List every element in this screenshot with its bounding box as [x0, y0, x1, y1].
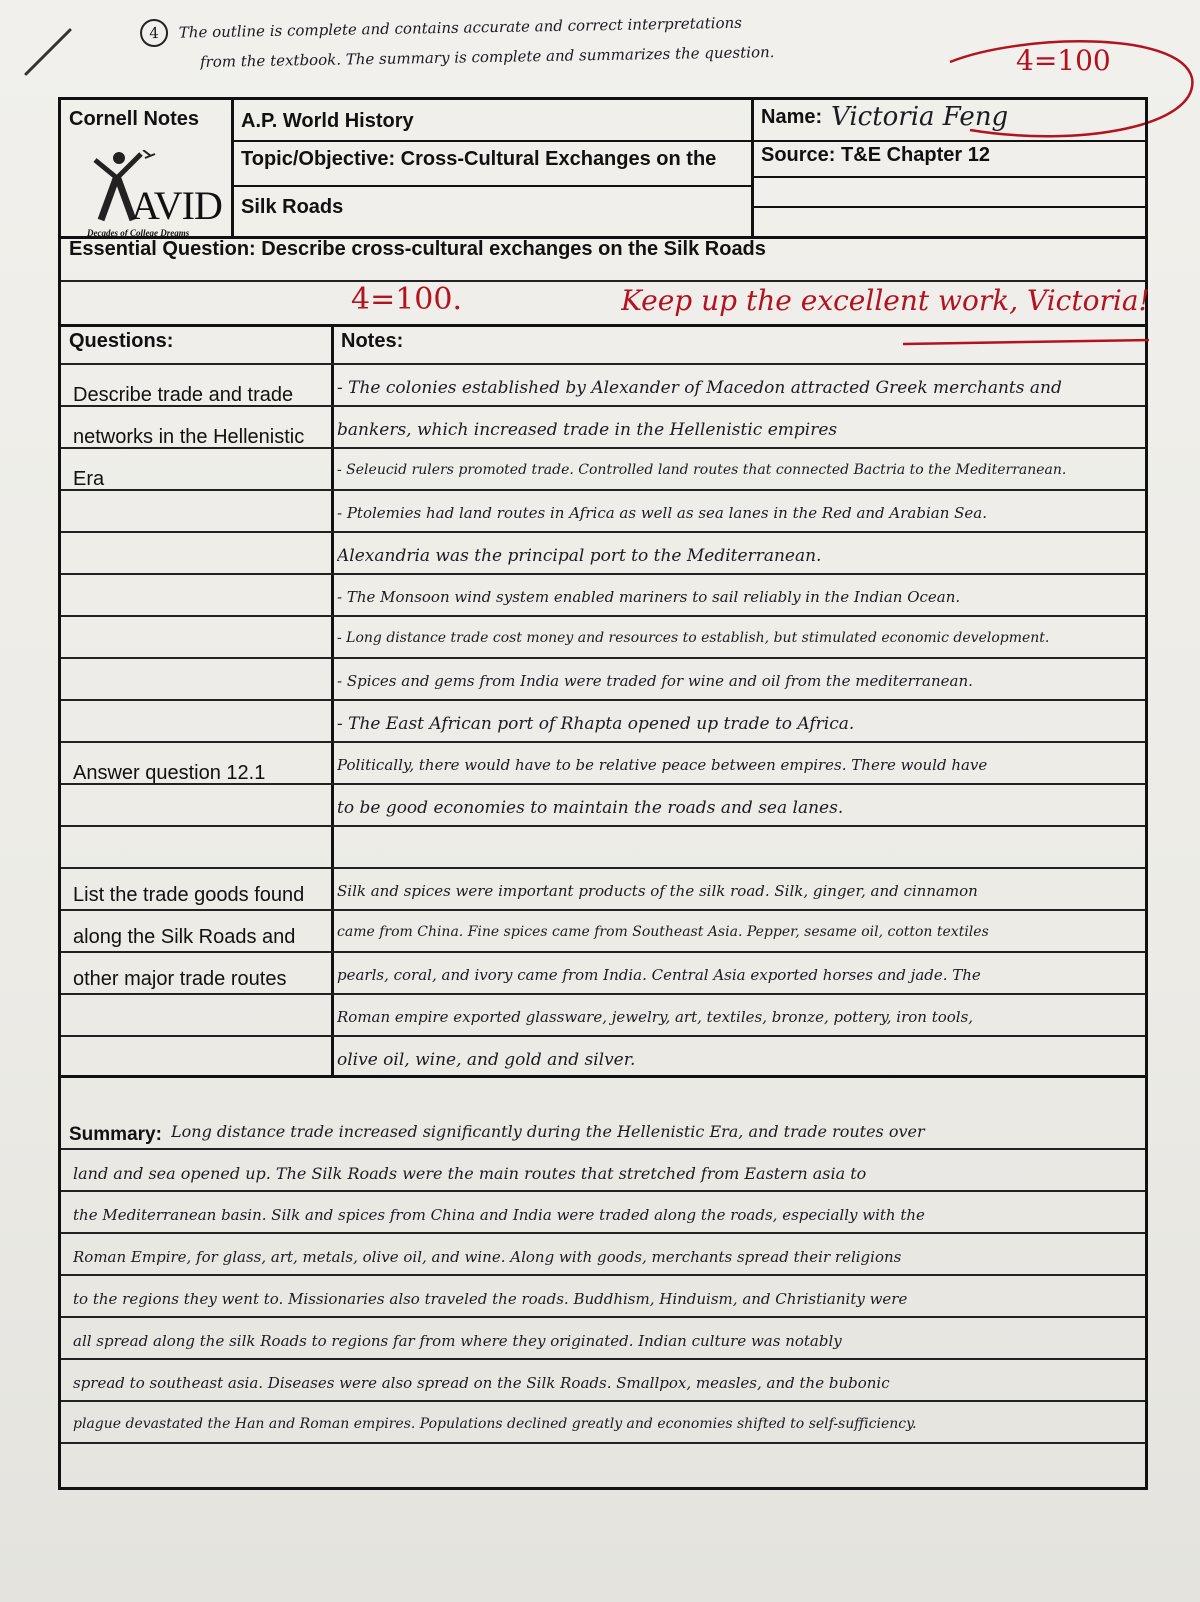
questions-header: Questions:	[69, 330, 174, 352]
note-line: came from China. Fine spices came from Southeast Asia. Pepper, sesame oil, cotton textiles	[337, 924, 989, 940]
avid-logo-subtitle: Decades of College Dreams	[87, 228, 190, 238]
topic-objective	[241, 148, 716, 171]
note-line: - The Monsoon wind system enabled mariners to sail reliably in the Indian Ocean.	[337, 588, 961, 606]
grader-comment-line2: from the textbook. The summary is complete and summarizes the question.	[199, 42, 775, 72]
topic-label: Topic/Objective:	[241, 148, 396, 170]
score-mid: 4=100.	[351, 282, 463, 317]
name-value: Victoria Feng	[831, 102, 1009, 132]
summary-line: the Mediterranean basin. Silk and spices from China and India were traded along the roads, especially with the	[73, 1206, 925, 1224]
note-line: - Long distance trade cost money and resources to establish, but stimulated economic development.	[337, 630, 1050, 646]
essential-question	[69, 238, 766, 261]
note-line: Silk and spices were important products of the silk road. Silk, ginger, and cinnamon	[337, 882, 978, 900]
note-line: pearls, coral, and ivory came from India. Central Asia exported horses and jade. The	[337, 966, 981, 984]
grader-comment	[140, 9, 742, 48]
note-line: bankers, which increased trade in the Hellenistic empires	[337, 420, 838, 440]
question-line: other major trade routes	[73, 968, 287, 990]
header-block	[58, 97, 1148, 239]
summary-line: Long distance trade increased significantly during the Hellenistic Era, and trade routes over	[171, 1122, 925, 1141]
essential-question-text: Describe cross-cultural exchanges on the Silk Roads	[261, 238, 766, 260]
summary-line: land and sea opened up. The Silk Roads were the main routes that stretched from Eastern asia to	[73, 1164, 867, 1183]
topic-line1: Cross-Cultural Exchanges on the	[400, 148, 717, 170]
pencil-stroke-mark	[22, 22, 82, 82]
avid-logo-text: AVID	[131, 183, 222, 228]
source-value: T&E Chapter 12	[841, 144, 990, 166]
source-label: Source:	[761, 144, 836, 166]
summary-line: Roman Empire, for glass, art, metals, olive oil, and wine. Along with goods, merchants spread their religions	[73, 1248, 902, 1266]
note-line: - The colonies established by Alexander of Macedon attracted Greek merchants and	[337, 378, 1062, 398]
note-line: - Seleucid rulers promoted trade. Controlled land routes that connected Bactria to the Mediterranean.	[337, 462, 1067, 478]
topic-line2: Silk Roads	[241, 196, 344, 218]
note-line: Alexandria was the principal port to the Mediterranean.	[337, 546, 822, 566]
source	[761, 144, 990, 167]
question-line: Era	[73, 468, 105, 490]
notes-header: Notes:	[341, 330, 404, 352]
note-line: - The East African port of Rhapta opened up trade to Africa.	[337, 714, 855, 734]
question-line: along the Silk Roads and	[73, 926, 296, 948]
summary-line: all spread along the silk Roads to regions far from where they originated. Indian culture was notably	[73, 1332, 842, 1350]
red-underline-mark	[901, 334, 1151, 354]
essential-question-label: Essential Question:	[69, 238, 256, 260]
course-title: A.P. World History	[241, 110, 414, 132]
note-line: olive oil, wine, and gold and silver.	[337, 1050, 636, 1070]
notes-grid	[58, 238, 1148, 1490]
question-line: Describe trade and trade	[73, 384, 294, 406]
form-title: Cornell Notes	[69, 108, 200, 130]
summary-line: spread to southeast asia. Diseases were also spread on the Silk Roads. Smallpox, measles, and the bubonic	[73, 1374, 890, 1392]
score-top: 4=100	[1016, 44, 1111, 77]
note-line: to be good economies to maintain the roads and sea lanes.	[337, 798, 844, 818]
note-line: Politically, there would have to be relative peace between empires. There would have	[337, 756, 988, 774]
question-line: List the trade goods found	[73, 884, 305, 906]
question-line: networks in the Hellenistic	[73, 426, 305, 448]
summary-line: to the regions they went to. Missionaries also traveled the roads. Buddhism, Hinduism, and Christianity were	[73, 1290, 908, 1308]
note-line: - Ptolemies had land routes in Africa as well as sea lanes in the Red and Arabian Sea.	[337, 504, 988, 522]
summary-label: Summary:	[69, 1124, 162, 1145]
note-line: Roman empire exported glassware, jewelry, art, textiles, bronze, pottery, iron tools,	[337, 1008, 974, 1026]
name-label: Name:	[761, 106, 823, 128]
note-line: - Spices and gems from India were traded for wine and oil from the mediterranean.	[337, 672, 973, 690]
summary-line: plague devastated the Han and Roman empires. Populations declined greatly and economies shifted to self-sufficiency.	[73, 1416, 917, 1432]
grader-comment-line1: The outline is complete and contains accurate and correct interpretations	[178, 13, 743, 42]
praise-comment: Keep up the excellent work, Victoria!	[621, 284, 1150, 317]
question-line: Answer question 12.1	[73, 762, 266, 784]
grade-number-circled: 4	[140, 19, 168, 47]
